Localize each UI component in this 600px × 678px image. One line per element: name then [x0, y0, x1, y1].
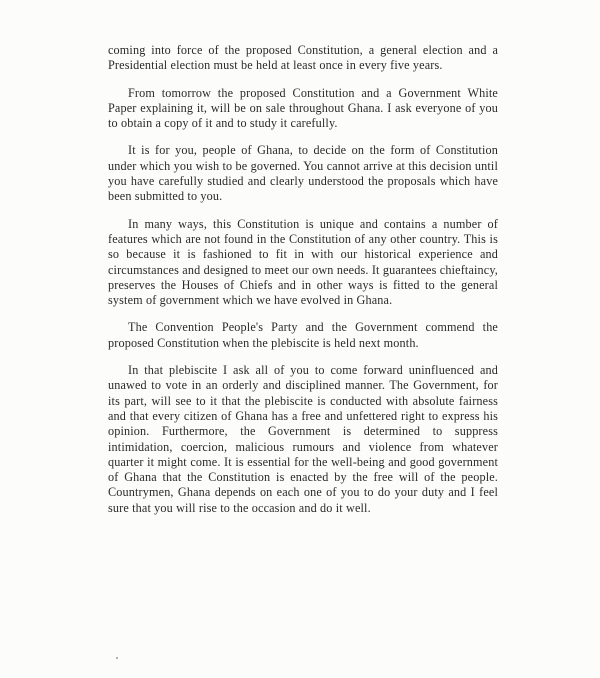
body-text — [108, 43, 498, 528]
paragraph-continued: coming into force of the proposed Constitution, a general election and a Presidential election must be held at least once in every five years. — [108, 43, 498, 73]
paragraph: It is for you, people of Ghana, to decide on the form of Constitution under which you wish to be governed. You cannot arrive at this decision until you have carefully studied and clearly understood the proposals which have been submitted to you. — [108, 143, 498, 204]
paragraph: In many ways, this Constitution is unique and contains a number of features which are not found in the Constitution of any other country. This is so because it is fashioned to fit in with our historical experience and circumstances and designed to meet our own needs. It guarantees chieftaincy, preserves the Houses of Chiefs and in other ways is fitted to the general system of government which we have evolved in Ghana. — [108, 216, 498, 308]
scan-speck — [116, 657, 118, 659]
paragraph: In that plebiscite I ask all of you to come forward uninfluenced and unawed to vote in an orderly and disciplined manner. The Government, for its part, will see to it that the plebiscite is conducted with absolute fairness and that every citizen of Ghana has a free and unfettered right to express his opinion. Furthermore, the Government is determined to suppress intimidation, coercion, malicious rumours and violence from whatever quarter it might come. It is essential for the well-being and good government of Ghana that the Constitution is enacted by the free will of the people. Countrymen, Ghana depends on each one of you to do your duty and I feel sure that you will rise to the occasion and do it well. — [108, 363, 498, 515]
paragraph: The Convention People's Party and the Government commend the proposed Constitution when the plebiscite is held next month. — [108, 320, 498, 350]
paragraph: From tomorrow the proposed Constitution and a Government White Paper explaining it, will be on sale throughout Ghana. I ask everyone of you to obtain a copy of it and to study it carefully. — [108, 85, 498, 131]
